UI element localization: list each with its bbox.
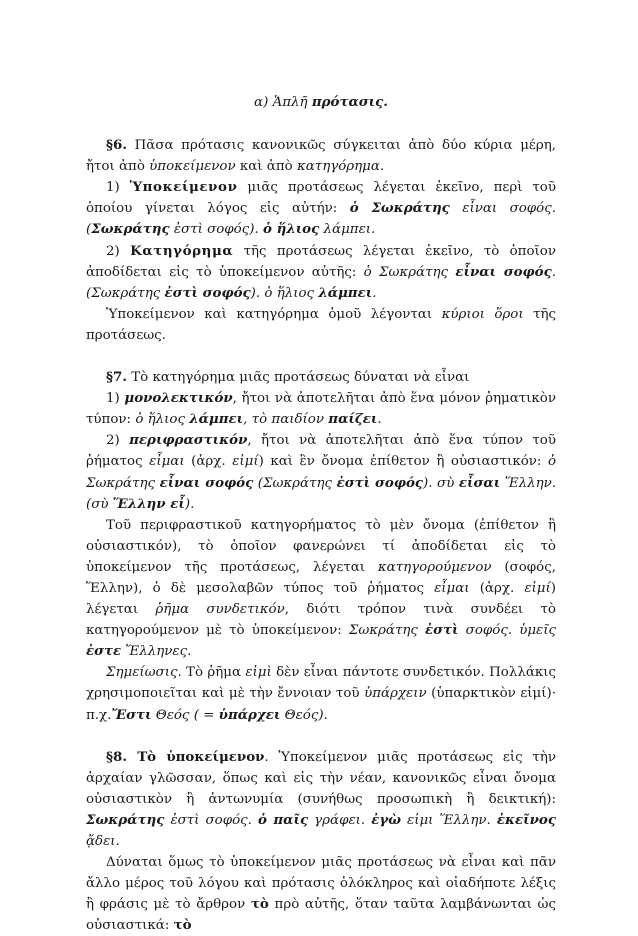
term-main-terms: κύριοι ὅροι — [441, 306, 524, 322]
example-italic: γράφει. — [308, 812, 372, 828]
example-bold: λάμπει — [318, 284, 373, 301]
text-run: . Τὸ ῥῆμα — [177, 665, 246, 681]
text-run: Πᾶσα πρότασις κανονικῶς σύγκειται ἀπὸ δύο κύρια μέρη, ἤτοι ἀπὸ — [86, 138, 556, 175]
text-run: τῆς προτάσεως. — [86, 306, 557, 343]
example-bold: ἐστὶ — [425, 622, 459, 639]
section-number: §7. — [106, 369, 127, 386]
term-italic: κατηγορούμενον — [377, 559, 492, 575]
term-italic: εἶμαι — [434, 580, 470, 596]
text-run: (ὑπαρκτικὸν εἰμί)· π.χ. — [86, 686, 556, 723]
term-italic: εἰμί — [524, 580, 551, 596]
bold-term: μονολεκτικόν — [124, 390, 233, 407]
bold-article: τὸ — [250, 896, 269, 913]
example-italic: ἐστὶ σοφός. — [164, 812, 258, 828]
text-run: ) καὶ ἓν ὄνομα ἐπίθετον ἢ οὐσιαστικόν: — [258, 454, 548, 470]
example-bold: ὁ παῖς — [257, 811, 309, 828]
example-italic: . (Σωκράτης — [86, 264, 556, 301]
example-bold: Σωκράτης — [91, 221, 170, 238]
example-italic: ὁ ἥλιος — [135, 412, 190, 428]
example-bold: ἐστὶ σοφός — [164, 284, 251, 301]
example-italic: , τὸ παιδίον — [243, 412, 329, 428]
paragraph-s7-note — [86, 662, 556, 725]
term-italic: εἶμαι — [149, 454, 185, 470]
example-bold: εἶσαι — [458, 474, 501, 491]
example-italic: σοφός. ὑμεῖς — [458, 623, 556, 639]
example-bold: Ἔστι — [111, 706, 152, 723]
example-italic: (Σωκράτης — [253, 475, 337, 491]
term-italic: εἰμὶ — [245, 665, 272, 681]
example-bold: ἐγὼ — [371, 811, 401, 828]
text-run: Δύναται ὅμως τὸ ὑποκείμενον μιᾶς προτάσεως νὰ εἶναι καὶ πᾶν ἄλλο μέρος τοῦ λόγου καὶ πρότασις ὁλόκληρος καὶ οἱαδήποτε λέξις ἢ φράσις μὲ τὸ ἄρθρον — [86, 855, 556, 913]
example-bold: εἶναι σοφός — [159, 474, 254, 491]
paragraph-s7-1 — [86, 388, 556, 430]
item-number: 1) — [106, 180, 130, 196]
text-run: τῆς προτάσεως λέγεται ἐκεῖνο, τὸ ὁποῖον ἀποδίδεται εἰς τὸ ὑποκείμενον αὐτῆς: — [86, 243, 556, 280]
example-bold: λάμπει — [189, 411, 244, 428]
text-run: (σοφός, Ἕλλην), ὁ δὲ μεσολαβῶν τύπος τοῦ ῥήματος — [86, 559, 556, 596]
item-number: 1) — [106, 391, 125, 407]
paragraph-s8-2 — [86, 852, 556, 936]
text-run: Τοῦ περιφραστικοῦ κατηγορήματος τὸ μὲν ὄνομα (ἐπίθετον ἢ οὐσιαστικόν), τὸ ὁποῖον φανερώνει τί ἀποδίδεται εἰς τὸ ὑποκείμενον τῆς προτάσεως, λέγεται — [86, 517, 556, 575]
section-number: §8. Τὸ ὑποκείμενον — [106, 748, 265, 765]
text-run: καὶ ἀπὸ — [235, 159, 297, 175]
example-bold: ἐστε — [86, 643, 122, 660]
example-italic: Σωκράτης — [348, 623, 426, 639]
example-italic: λάμπει. — [319, 222, 376, 238]
example-italic: ). — [184, 496, 195, 512]
text-run: πρὸ αὐτῆς, ὅταν ταῦτα λαμβάνωνται ὡς οὐσιαστικά: — [86, 897, 556, 934]
heading-title: πρότασις. — [311, 94, 388, 110]
bold-article: τὸ — [173, 917, 192, 934]
example-italic: εἶναι σοφός. ( — [86, 201, 556, 238]
item-number: 2) — [106, 433, 130, 449]
term-predicate: κατηγόρημα — [296, 159, 380, 175]
text-run: . — [379, 159, 385, 175]
example-italic: ὁ Σωκράτης — [86, 454, 557, 491]
bold-term: Ὑποκείμενον — [129, 179, 238, 196]
term-italic: εἰμί — [232, 454, 259, 470]
example-italic: . — [377, 412, 382, 428]
example-italic: ). ὁ ἥλιος — [250, 285, 319, 301]
text-run: (ἀρχ. — [469, 580, 525, 596]
paragraph-s7-3 — [86, 515, 556, 663]
example-italic: . — [372, 285, 377, 301]
text-run: , διότι τρόπον τινὰ συνδέει τὸ κατηγορούμενον μὲ τὸ ὑποκείμενον: — [86, 602, 556, 639]
example-italic: Θεός). — [280, 707, 328, 723]
example-bold: παίζει — [328, 411, 378, 428]
example-bold: ὁ Σωκράτης — [349, 200, 450, 217]
text-run: μιᾶς προτάσεως λέγεται ἐκεῖνο, περὶ τοῦ ὁποίου γίνεται λόγος εἰς αὐτήν: — [86, 180, 556, 217]
example-italic: εἰμι Ἕλλην. — [400, 812, 497, 828]
example-italic: ὁ Σωκράτης — [363, 264, 456, 280]
example-bold: ὁ ἥλιος — [262, 221, 320, 238]
example-bold: Σωκράτης — [86, 811, 165, 828]
term-italic: ῥῆμα συνδετικόν — [155, 602, 285, 618]
example-italic: ᾄδει. — [86, 834, 120, 849]
paragraph-s7 — [86, 367, 556, 388]
text-run: δὲν εἶναι πάντοτε συνδετικόν. Πολλάκις χρησιμοποιεῖται καὶ μὲ τὴν ἔννοιαν τοῦ — [86, 665, 556, 702]
paragraph-s6-1 — [86, 177, 556, 240]
text-run: (ἀρχ. — [184, 454, 233, 470]
paragraph-s6-3 — [86, 304, 556, 346]
bold-term: περιφραστικόν — [129, 432, 248, 449]
example-italic: ἐστὶ σοφός). — [169, 222, 263, 238]
item-number: 2) — [106, 243, 131, 259]
text-run: Ὑποκείμενον καὶ κατηγόρημα ὁμοῦ λέγονται — [106, 306, 442, 322]
example-italic: ). σὺ — [423, 475, 459, 491]
section-number: §6. — [106, 137, 127, 154]
text-run: Τὸ κατηγόρημα μιᾶς προτάσεως δύναται νὰ εἶναι — [126, 370, 470, 386]
example-bold: ὑπάρχει — [218, 706, 281, 723]
paragraph-s8 — [86, 747, 556, 852]
term-italic: ὑπάρχειν — [364, 686, 427, 702]
text-run: . Ὑποκείμενον μιᾶς προτάσεως εἰς τὴν ἀρχαίαν γλῶσσαν, ὅπως καὶ εἰς τὴν νέαν, κανονικῶς εἶναι ὄνομα οὐσιαστικὸν ἢ ἀντωνυμία (συνήθως προσωπικὴ ἢ δεικτική): — [86, 749, 556, 807]
example-bold: Ἕλλην εἶ — [112, 495, 185, 512]
heading-label: α) Ἁπλῆ — [254, 95, 308, 110]
bold-term: Κατηγόρημα — [130, 242, 234, 259]
example-italic: Ἕλληνες. — [121, 644, 192, 660]
example-bold: εἶναι σοφός — [455, 263, 552, 280]
term-subject: ὑποκείμενον — [149, 159, 236, 175]
example-italic: Θεός ( = — [151, 707, 219, 723]
text-run: ) λέγεται — [86, 580, 556, 618]
paragraph-s6 — [86, 135, 556, 177]
spacer — [86, 346, 556, 367]
note-label: Σημείωσις — [106, 665, 178, 681]
text-run: , ἤτοι νὰ ἀποτελῆται ἀπὸ ἕνα μόνον ῥηματικὸν τύπον: — [86, 391, 556, 428]
example-bold: ἐκεῖνος — [496, 811, 556, 828]
spacer — [86, 726, 556, 747]
paragraph-s7-2 — [86, 430, 556, 514]
example-italic: Ἕλλην. (σὺ — [86, 475, 556, 512]
paragraph-s6-2 — [86, 241, 556, 304]
example-bold: ἐστὶ σοφός — [336, 474, 424, 491]
section-heading — [86, 92, 556, 113]
text-run: , ἤτοι νὰ ἀποτελῆται ἀπὸ ἕνα τύπον τοῦ ῥήματος — [86, 433, 556, 470]
page-body — [86, 92, 556, 936]
